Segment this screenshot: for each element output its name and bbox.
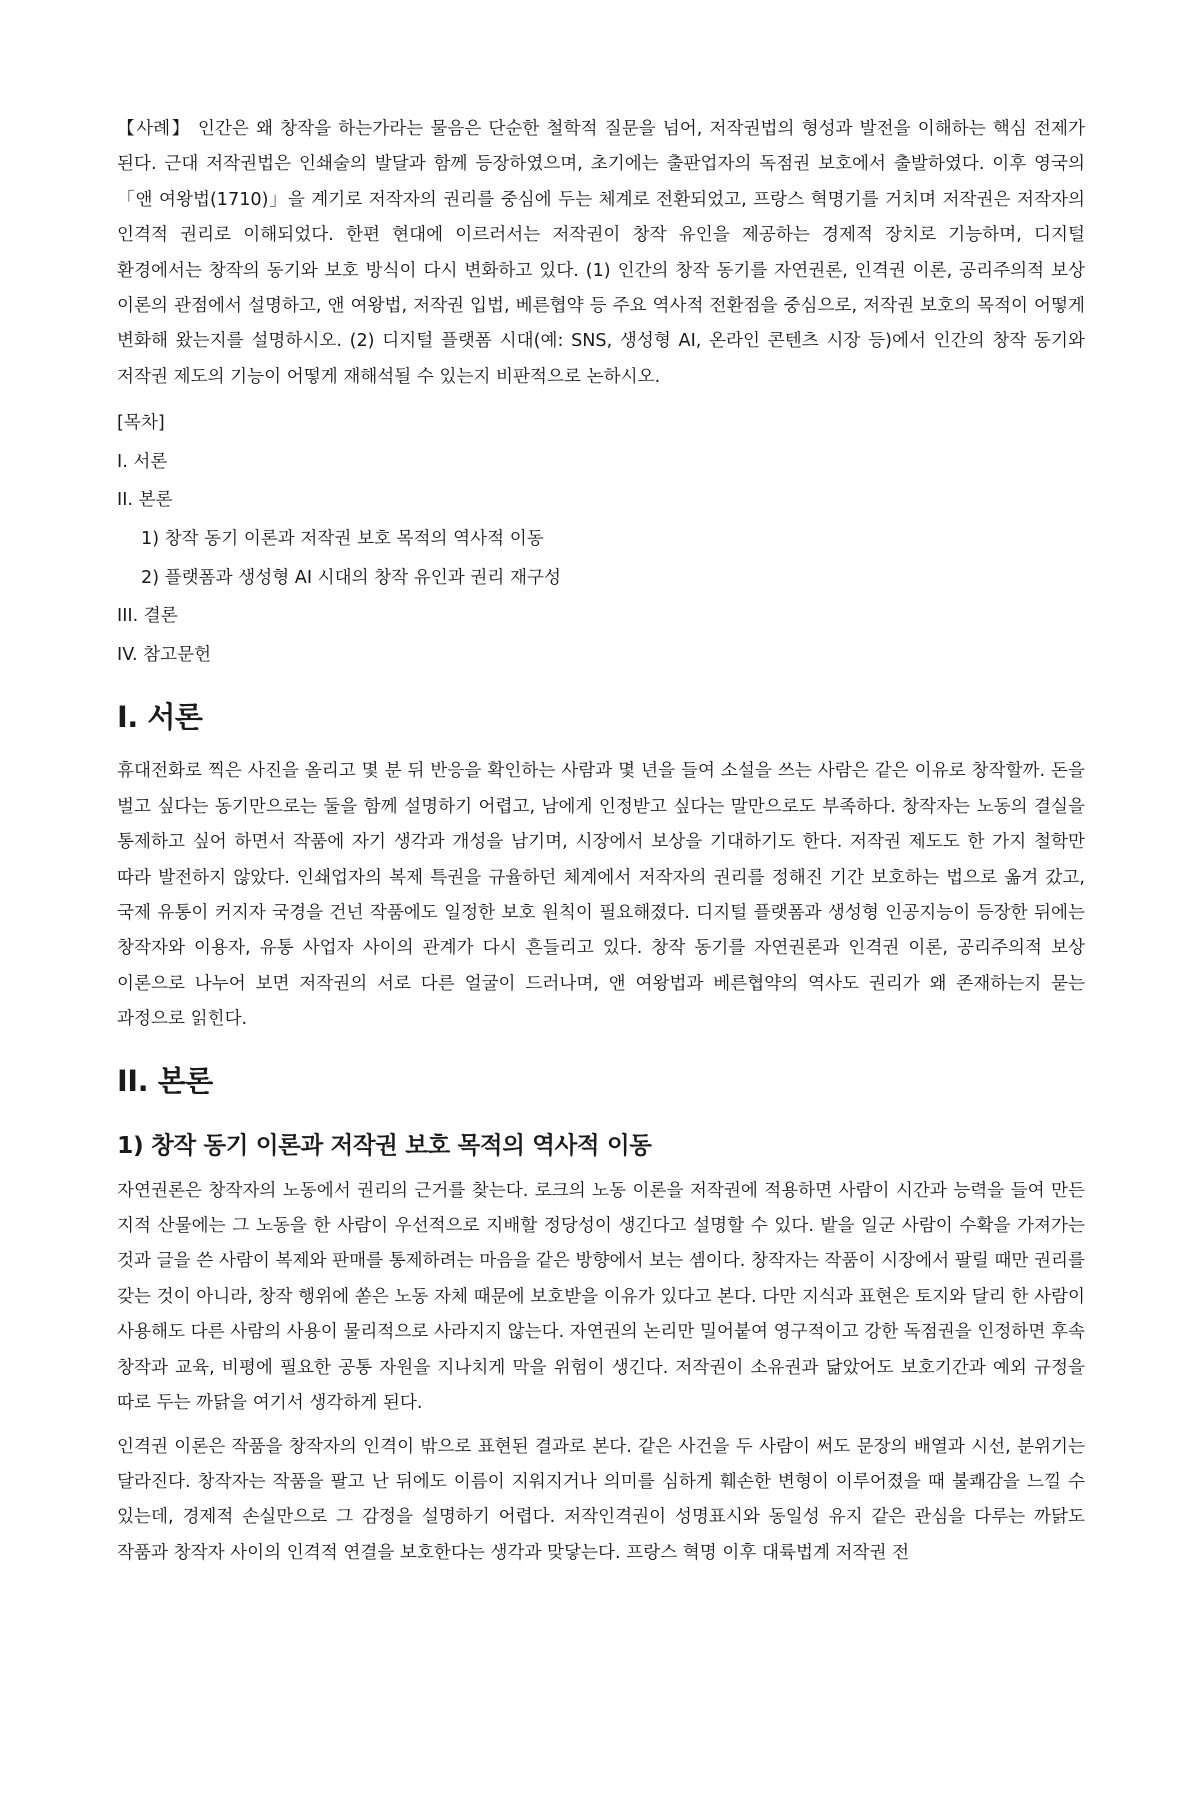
case-prompt-paragraph: 【사례】 인간은 왜 창작을 하는가라는 물음은 단순한 철학적 질문을 넘어, 저작권법의 형성과 발전을 이해하는 핵심 전제가 된다. 근대 저작권법은 인쇄술의 발달과 함께 등장하였으며, 초기에는 출판업자의 독점권 보호에서 출발하였다. 이후 영국의 「앤 여왕법(1710)」을 계기로 저작자의 권리를 중심에 두는 체계로 전환되었고, 프랑스 혁명기를 거치며 저작권은 저작자의 인격적 권리로 이해되었다. 한편 현대에 이르러서는 저작권이 창작 유인을 제공하는 경제적 장치로 기능하며, 디지털 환경에서는 창작의 동기와 보호 방식이 다시 변화하고 있다. (1) 인간의 창작 동기를 자연권론, 인격권 이론, 공리주의적 보상 이론의 관점에서 설명하고, 앤 여왕법, 저작권 입법, 베른협약 등 주요 역사적 전환점을 중심으로, 저작권 보호의 목적이 어떻게 변화해 왔는지를 설명하시오. (2) 디지털 플랫폼 시대(예: SNS, 생성형 AI, 온라인 콘텐츠 시장 등)에서 인간의 창작 동기와 저작권 제도의 기능이 어떻게 재해석될 수 있는지 비판적으로 논하시오. — [117, 119, 1085, 387]
toc-item-intro: I. 서론 — [117, 451, 168, 472]
toc-item-references: IV. 참고문헌 — [117, 644, 212, 665]
toc-item-conclusion: III. 결론 — [117, 606, 178, 627]
table-of-contents — [117, 404, 1085, 674]
toc-item-body-sub1: 1) 창작 동기 이론과 저작권 보호 목적의 역사적 이동 — [141, 529, 544, 550]
page-content — [117, 112, 1085, 1808]
intro-heading: I. 서론 — [117, 700, 203, 735]
body-heading: II. 본론 — [117, 1063, 213, 1098]
intro-paragraph: 휴대전화로 찍은 사진을 올리고 몇 분 뒤 반응을 확인하는 사람과 몇 년을 들여 소설을 쓰는 사람은 같은 이유로 창작할까. 돈을 벌고 싶다는 동기만으로는 둘을 함께 설명하기 어렵고, 남에게 인정받고 싶다는 말만으로도 부족하다. 창작자는 노동의 결실을 통제하고 싶어 하면서 작품에 자기 생각과 개성을 남기며, 시장에서 보상을 기대하기도 한다. 저작권 제도도 한 가지 철학만 따라 발전하지 않았다. 인쇄업자의 복제 특권을 규율하던 체계에서 저작자의 권리를 정해진 기간 보호하는 법으로 옮겨 갔고, 국제 유통이 커지자 국경을 건넌 작품에도 일정한 보호 원칙이 필요해졌다. 디지털 플랫폼과 생성형 인공지능이 등장한 뒤에는 창작자와 이용자, 유통 사업자 사이의 관계가 다시 흔들리고 있다. 창작 동기를 자연권론과 인격권 이론, 공리주의적 보상 이론으로 나누어 보면 저작권의 서로 다른 얼굴이 드러나며, 앤 여왕법과 베른협약의 역사도 권리가 왜 존재하는지 묻는 과정으로 읽힌다. — [117, 761, 1085, 1030]
toc-item-body-sub2: 2) 플랫폼과 생성형 AI 시대의 창작 유인과 권리 재구성 — [141, 567, 561, 588]
toc-list — [117, 443, 1085, 675]
toc-item-body: II. 본론 — [117, 490, 173, 511]
toc-heading: [목차] — [117, 413, 165, 434]
body-subsection1-heading: 1) 창작 동기 이론과 저작권 보호 목적의 역사적 이동 — [117, 1130, 652, 1159]
body-paragraph-natural-rights: 자연권론은 창작자의 노동에서 권리의 근거를 찾는다. 로크의 노동 이론을 저작권에 적용하면 사람이 시간과 능력을 들여 만든 지적 산물에는 그 노동을 한 사람이 우선적으로 지배할 정당성이 생긴다고 설명할 수 있다. 밭을 일군 사람이 수확을 가져가는 것과 글을 쓴 사람이 복제와 판매를 통제하려는 마음을 같은 방향에서 보는 셈이다. 창작자는 작품이 시장에서 팔릴 때만 권리를 갖는 것이 아니라, 창작 행위에 쏟은 노동 자체 때문에 보호받을 이유가 있다고 본다. 다만 지식과 표현은 토지와 달리 한 사람이 사용해도 다른 사람의 사용이 물리적으로 사라지지 않는다. 자연권의 논리만 밀어붙여 영구적이고 강한 독점권을 인정하면 후속 창작과 교육, 비평에 필요한 공통 자원을 지나치게 막을 위험이 생긴다. 저작권이 소유권과 닮았어도 보호기간과 예외 규정을 따로 두는 까닭을 여기서 생각하게 된다. — [117, 1180, 1085, 1414]
body-paragraph-personality-rights: 인격권 이론은 작품을 창작자의 인격이 밖으로 표현된 결과로 본다. 같은 사건을 두 사람이 써도 문장의 배열과 시선, 분위기는 달라진다. 창작자는 작품을 팔고 난 뒤에도 이름이 지워지거나 의미를 심하게 훼손한 변형이 이루어졌을 때 불쾌감을 느낄 수 있는데, 경제적 손실만으로 그 감정을 설명하기 어렵다. 저작인격권이 성명표시와 동일성 유지 같은 관심을 다루는 까닭도 작품과 창작자 사이의 인격적 연결을 보호한다는 생각과 맞닿는다. 프랑스 혁명 이후 대륙법계 저작권 전 — [117, 1436, 1085, 1563]
